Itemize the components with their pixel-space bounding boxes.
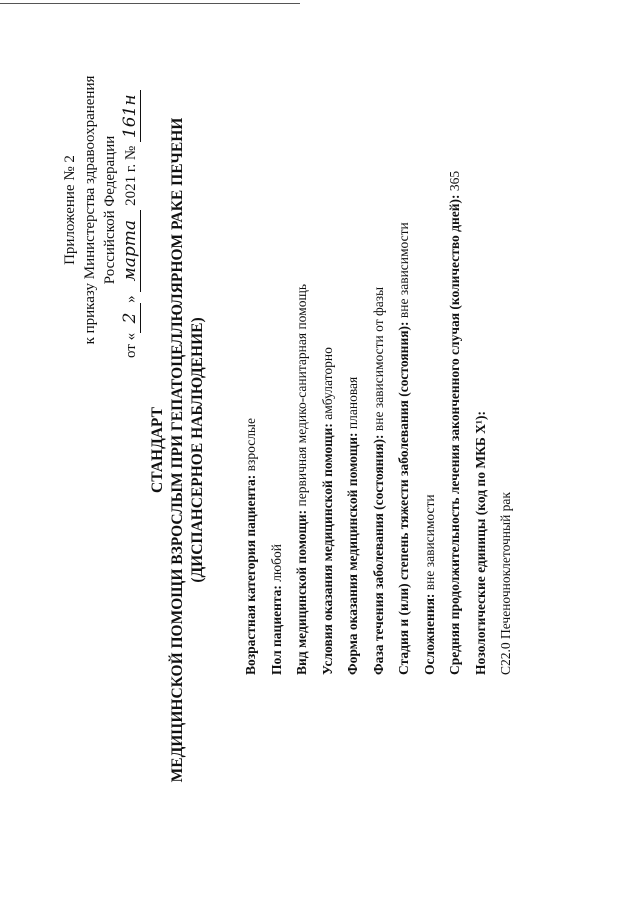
field-care-form (340, 35, 366, 675)
field-label: Условия оказания медицинской помощи: (319, 423, 335, 675)
appendix-date-line (120, 50, 141, 370)
scan-edge-line (0, 3, 300, 4)
field-value: вне зависимости (396, 222, 411, 322)
date-year: 2021 г. № (123, 145, 139, 206)
field-label: Форма оказания медицинской помощи: (345, 432, 360, 675)
field-value: амбулаторно (319, 347, 335, 424)
rotated-page (20, 20, 620, 880)
field-value: 365 (447, 170, 462, 195)
field-nosological-units (468, 35, 494, 675)
appendix-ministry-line: Российской Федерации (102, 135, 118, 285)
heading-line2: (ДИСПАНСЕРНОЕ НАБЛЮДЕНИЕ) (189, 317, 206, 583)
field-label: Средняя продолжительность лечения законченного случая (количество дней): (447, 194, 462, 675)
heading-line1: МЕДИЦИНСКОЙ ПОМОЩИ ВЗРОСЛЫМ ПРИ ГЕПАТОЦЕЛЛЮЛЯРНОМ РАКЕ ПЕЧЕНИ (169, 117, 186, 783)
heading-title: СТАНДАРТ (149, 407, 166, 493)
field-care-conditions (315, 35, 341, 675)
order-number: 161н (120, 90, 141, 142)
appendix-block (60, 50, 141, 370)
field-value: вне зависимости от фазы (370, 286, 386, 435)
field-label: Нозологические единицы (код по МКБ X¹): (472, 411, 488, 675)
field-value: первичная медико-санитарная помощь (294, 283, 309, 510)
field-value: взрослые (243, 418, 258, 475)
field-label: Возрастная категория пациента: (243, 474, 258, 675)
field-treatment-duration (442, 35, 468, 675)
field-value: C22.0 Печеночноклеточный рак (498, 492, 513, 675)
field-label: Стадия и (или) степень тяжести заболевания (состояния): (396, 321, 411, 675)
field-disease-stage (391, 35, 417, 675)
field-complications (417, 35, 443, 675)
field-disease-phase (366, 35, 392, 675)
date-mid: » (123, 295, 139, 303)
standard-fields (238, 35, 519, 675)
appendix-title: Приложение № 2 (62, 155, 78, 265)
appendix-order-line: к приказу Министерства здравоохранения (82, 75, 98, 345)
date-day: 2 (120, 303, 141, 333)
field-label: Вид медицинской помощи: (294, 509, 309, 675)
field-label: Осложнения: (421, 593, 437, 675)
field-icd-code (493, 35, 519, 675)
field-label: Фаза течения заболевания (состояния): (370, 434, 386, 675)
field-value: вне зависимости (421, 494, 437, 594)
field-sex (264, 35, 290, 675)
field-care-type (289, 35, 315, 675)
field-label: Пол пациента: (268, 585, 284, 675)
field-age-category (238, 35, 264, 675)
field-value: любой (268, 544, 284, 586)
document-heading (148, 20, 208, 880)
field-value: плановая (345, 376, 360, 433)
date-prefix: от « (123, 332, 139, 358)
date-month: марта (120, 210, 141, 292)
